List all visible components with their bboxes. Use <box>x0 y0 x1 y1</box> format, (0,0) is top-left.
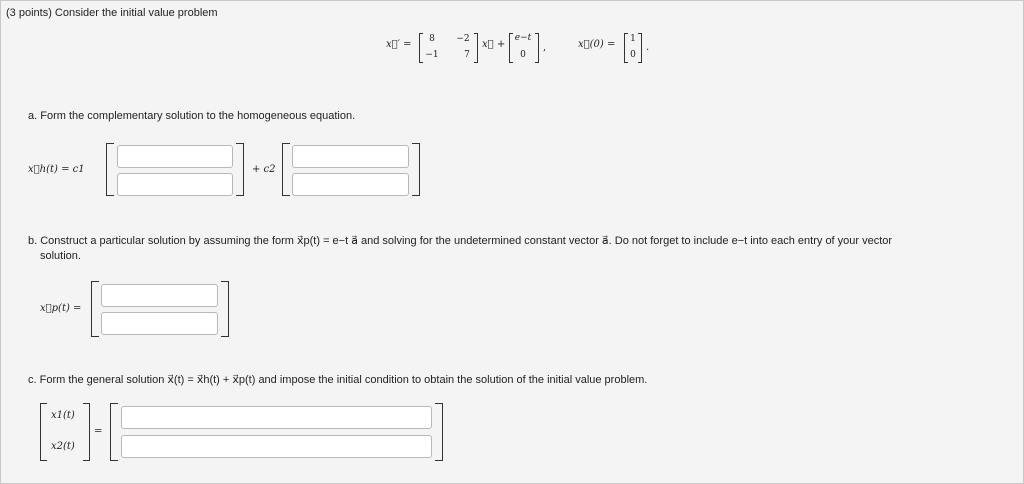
matrix-right-bracket <box>474 33 478 63</box>
part-c-equals: = <box>94 426 103 437</box>
part-a-vec2-right-bracket <box>412 143 420 196</box>
part-a-vec1-left-bracket <box>106 143 114 196</box>
forcing-bottom: 0 <box>520 50 526 60</box>
part-c-lhs-right-bracket <box>83 403 90 461</box>
part-a-vec2-entry2[interactable] <box>292 173 409 196</box>
part-c-x1: x1(t) <box>51 410 75 421</box>
forcing-top: e−t <box>514 33 532 43</box>
part-b-prompt-line1: b. Construct a particular solution by assuming the form x⃗p(t) = e−t a⃗ and solving for the undetermined constant vector a⃗. Do not forget to include e−t into each entry of your vector <box>28 235 893 247</box>
matrix-a11: 8 <box>429 34 435 44</box>
period: . <box>646 42 650 53</box>
part-a-lhs: x⃗h(t) = c1 <box>28 164 85 175</box>
problem-intro: (3 points) Consider the initial value problem <box>6 7 218 19</box>
part-c-lhs-left-bracket <box>40 403 47 461</box>
part-a-plus-c2: + c2 <box>252 164 276 175</box>
comma: , <box>543 42 547 53</box>
ic-top: 1 <box>630 34 636 44</box>
part-c-x2: x2(t) <box>51 441 75 452</box>
xprime-lhs: x⃗′ = <box>386 39 412 50</box>
matrix-a12: −2 <box>456 34 470 44</box>
part-a-vec2-entry1[interactable] <box>292 145 409 168</box>
ic-bottom: 0 <box>630 50 636 60</box>
part-b-left-bracket <box>91 281 99 337</box>
part-b-prompt-line2: solution. <box>40 250 81 262</box>
forcing-right-bracket <box>535 33 539 63</box>
ivp-equation <box>0 30 1024 70</box>
part-b-entry1[interactable] <box>101 284 218 307</box>
part-b-entry2[interactable] <box>101 312 218 335</box>
matrix-left-bracket <box>419 33 423 63</box>
part-b-lhs: x⃗p(t) = <box>40 303 82 314</box>
part-a-vec1-entry1[interactable] <box>117 145 233 168</box>
part-c-entry2[interactable] <box>121 435 432 458</box>
part-a-prompt: a. Form the complementary solution to the homogeneous equation. <box>28 110 356 122</box>
part-c-entry1[interactable] <box>121 406 432 429</box>
part-c-prompt: c. Form the general solution x⃗(t) = x⃗h(t) + x⃗p(t) and impose the initial condition to obtain the solution of the initial value problem. <box>28 374 648 386</box>
part-c-rhs-right-bracket <box>435 403 443 461</box>
matrix-a21: −1 <box>425 50 439 60</box>
ic-right-bracket <box>638 33 642 63</box>
part-a-vec1-right-bracket <box>236 143 244 196</box>
matrix-a22: 7 <box>464 50 470 60</box>
xvec-term: x⃗ + <box>482 39 506 50</box>
part-a-vec2-left-bracket <box>282 143 290 196</box>
part-b-right-bracket <box>221 281 229 337</box>
ic-label: x⃗(0) = <box>578 39 616 50</box>
part-c-rhs-left-bracket <box>110 403 118 461</box>
part-a-vec1-entry2[interactable] <box>117 173 233 196</box>
